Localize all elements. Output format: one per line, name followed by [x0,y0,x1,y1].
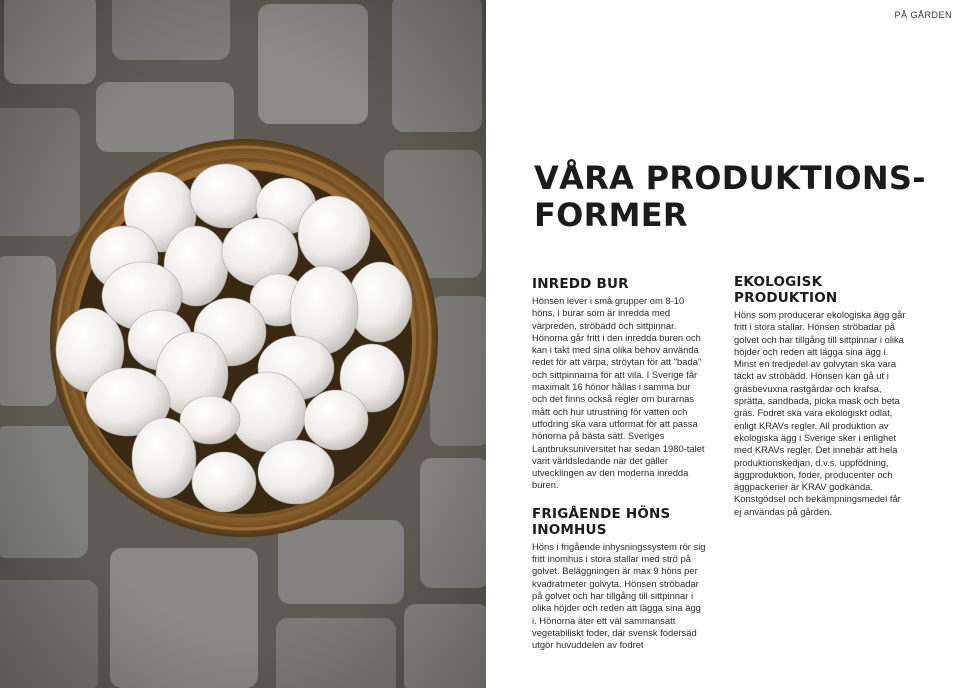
body-inredd-bur: Hönsen lever i små grupper om 8-10 höns, i burar som är inredda med värpreden, ströbädd och sittpinnar. Hönorna går fritt i den inredda buren och kan i takt med sina olika behov använda redet för att värpa, ströytan för att "bada" och sittpinnarna för att vila. I Sverige får maximalt 16 hönor hållas i samma bur och det finns också regler om burarnas mått och hur utrustning för vatten och utfodring ska vara utformat för att passa hönorna på bästa sätt. Sveriges Lantbruksuniversitet har sedan 1980-talet varit världsledande när det gäller utvecklingen av den moderna inredda buren. [532,295,705,491]
section-label: PÅ GÅRDEN [894,10,952,20]
heading-frigaende: FRIGÅENDE HÖNS INOMHUS [532,505,671,538]
heading-inredd-bur: INREDD BUR [532,276,629,292]
heading-ekologisk: EKOLOGISK PRODUKTION [734,274,838,306]
page-title [534,160,934,234]
body-frigaende: Höns i frigående inhysningssystem rör sig fritt inomhus i stora stallar med strö på golvet. Beläggningen är max 9 höns per kvadratmeter golvyta. Hönsen ströbadar på golvet och har tillgång till sittpinnar i olika höjder och reden att lägga sina ägg i. Hönorna äter ett väl sammansatt vegetabiliskt foder, där svensk fodersäd utgör huvuddelen av fodret [532,540,706,651]
page-title-line-2: FORMER [534,196,688,234]
text-page [486,0,960,688]
right-column [734,274,910,532]
left-column [532,276,708,665]
body-ekologisk: Höns som producerar ekologiska ägg går fritt i stora stallar. Hönsen ströbadar på golvet och har tillgång till sittpinnar i olika höjder och reden att lägga sina ägg i. Minst en tredjedel av golvytan ska vara täckt av ströbädd. Hönsen kan gå ut i gräsbevuxna rastgårdar och krafsa, sprätta, sandbada, picka mask och beta gräs. Fodret ska vara ekologiskt odlat, enligt KRAVs regler. All produktion av ekologiska ägg i Sverige sker i enlighet med KRAVs regler. Det innebär att hela produktionskedjan, d.v.s. uppfödning, äggproduktion, foder, producenter och äggpackerier är KRAV godkända. Konstgödsel och bekämpningsmedel får ej användas på gården. [734,309,906,517]
page-title-line-1: VÅRA PRODUKTIONS- [534,159,926,197]
